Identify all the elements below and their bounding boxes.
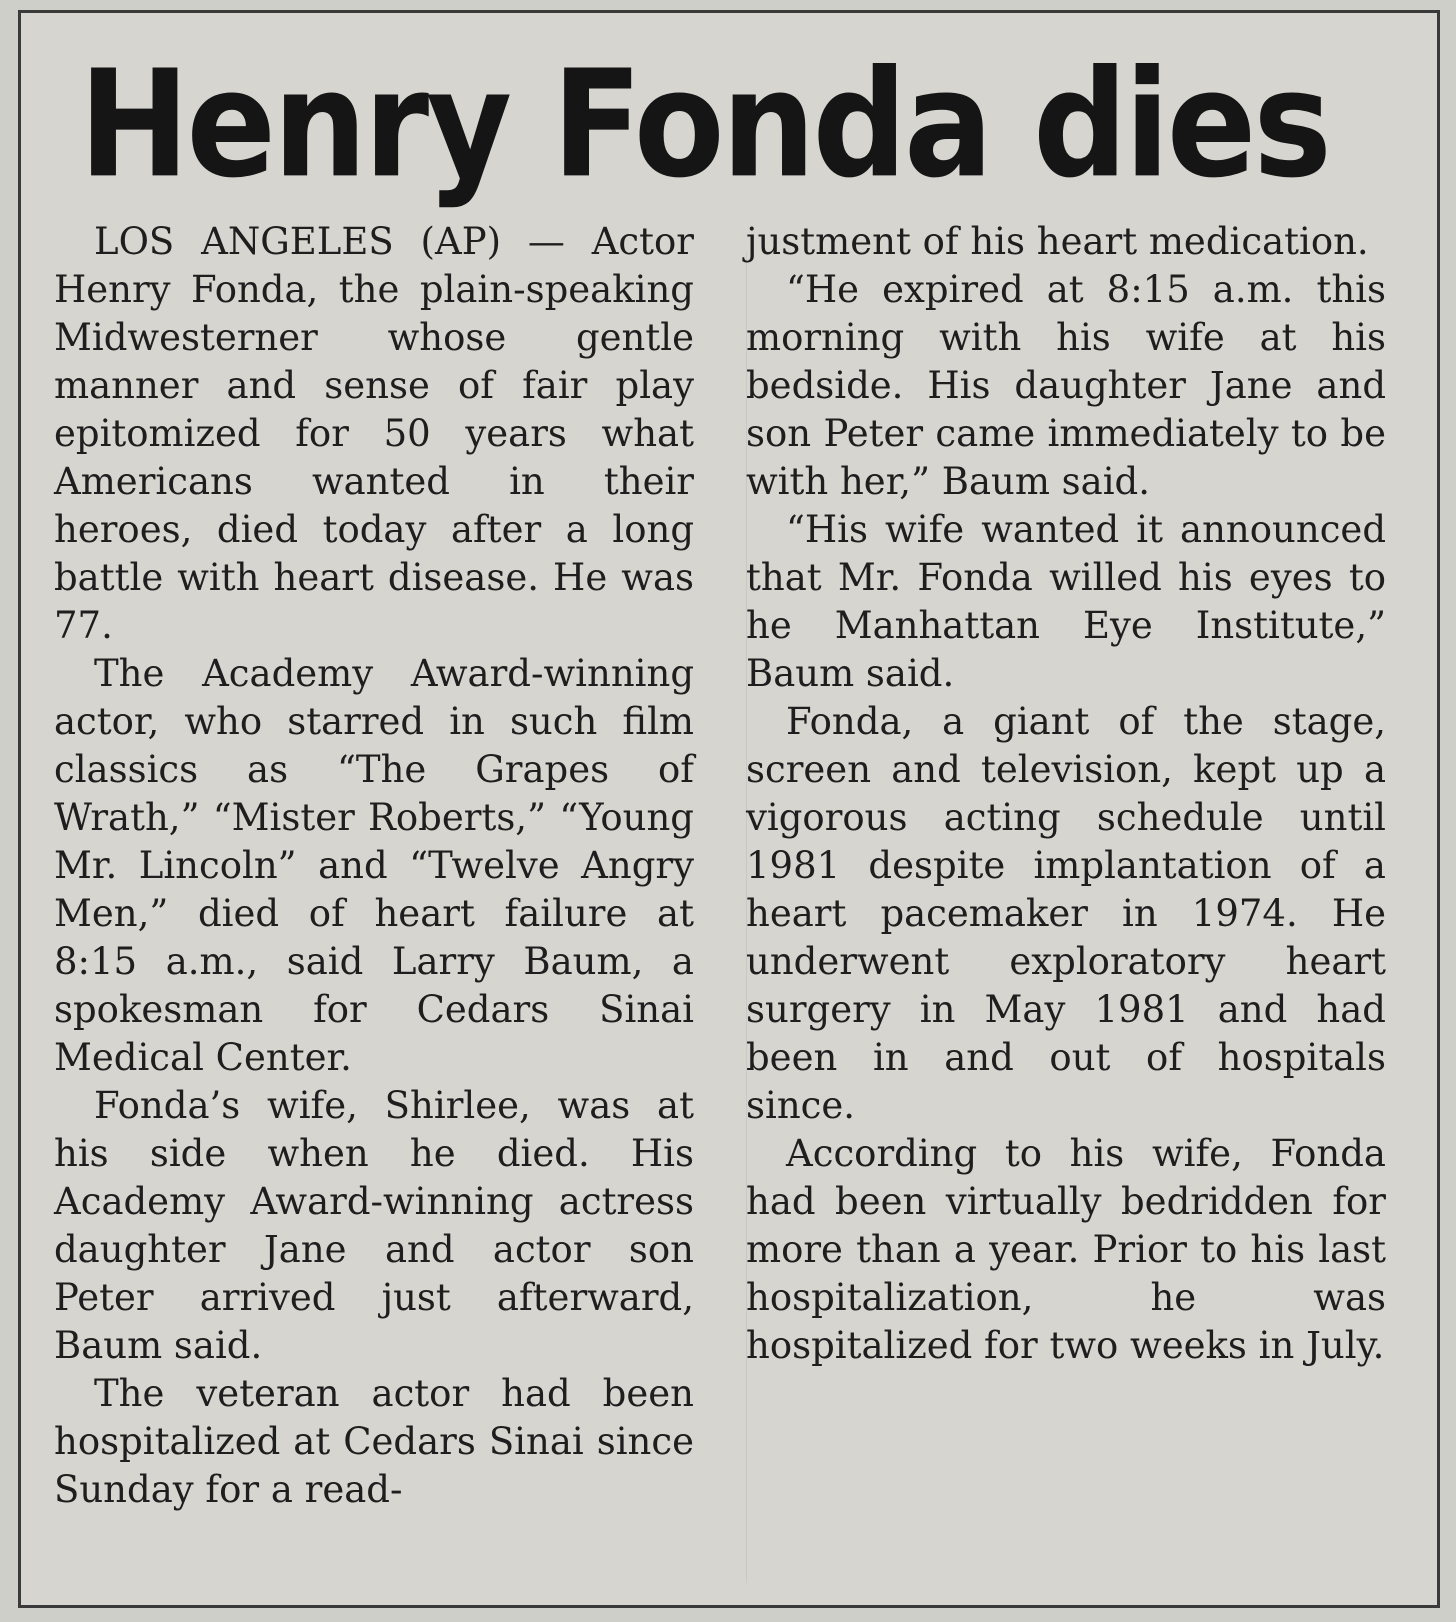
left-column (54, 218, 694, 1514)
paragraph-eyes: “His wife wanted it announced that Mr. Fonda willed his eyes to he Manhattan Eye Institute,” Baum said. (746, 508, 1386, 695)
paragraph-expired: “He expired at 8:15 a.m. this morning with his wife at his bedside. His daughter Jane and son Peter came immediately to be with her,” Baum said. (746, 268, 1386, 503)
right-column (746, 218, 1386, 1370)
paragraph-continuation: justment of his heart medication. (746, 220, 1369, 263)
paragraph-academy-award: The Academy Award-winning actor, who starred in such film classics as “The Grapes of Wrath,” “Mister Roberts,” “Young Mr. Lincoln” and “Twelve Angry Men,” died of heart failure at 8:15 a.m., said Larry Baum, a spokesman for Cedars Sinai Medical Center. (54, 652, 694, 1079)
paragraph-bedridden: According to his wife, Fonda had been virtually bedridden for more than a year. Prior to his last hospitalization, he was hospitalized for two weeks in July. (746, 1132, 1386, 1367)
paragraph-career: Fonda, a giant of the stage, screen and television, kept up a vigorous acting schedule until 1981 despite implantation of a heart pacemaker in 1974. He underwent exploratory heart surgery in May 1981 and had been in and out of hospitals since. (746, 700, 1386, 1127)
paragraph-family: Fonda’s wife, Shirlee, was at his side when he died. His Academy Award-winning actress daughter Jane and actor son Peter arrived just afterward, Baum said. (54, 1084, 694, 1367)
paragraph-dateline: LOS ANGELES (AP) — Actor Henry Fonda, the plain-speaking Midwesterner whose gentle manner and sense of fair play epitomized for 50 years what Americans wanted in their heroes, died today after a long battle with heart disease. He was 77. (54, 220, 694, 647)
headline: Henry Fonda dies (79, 38, 1329, 212)
paragraph-hospitalized: The veteran actor had been hospitalized at Cedars Sinai since Sunday for a read- (54, 1372, 694, 1511)
